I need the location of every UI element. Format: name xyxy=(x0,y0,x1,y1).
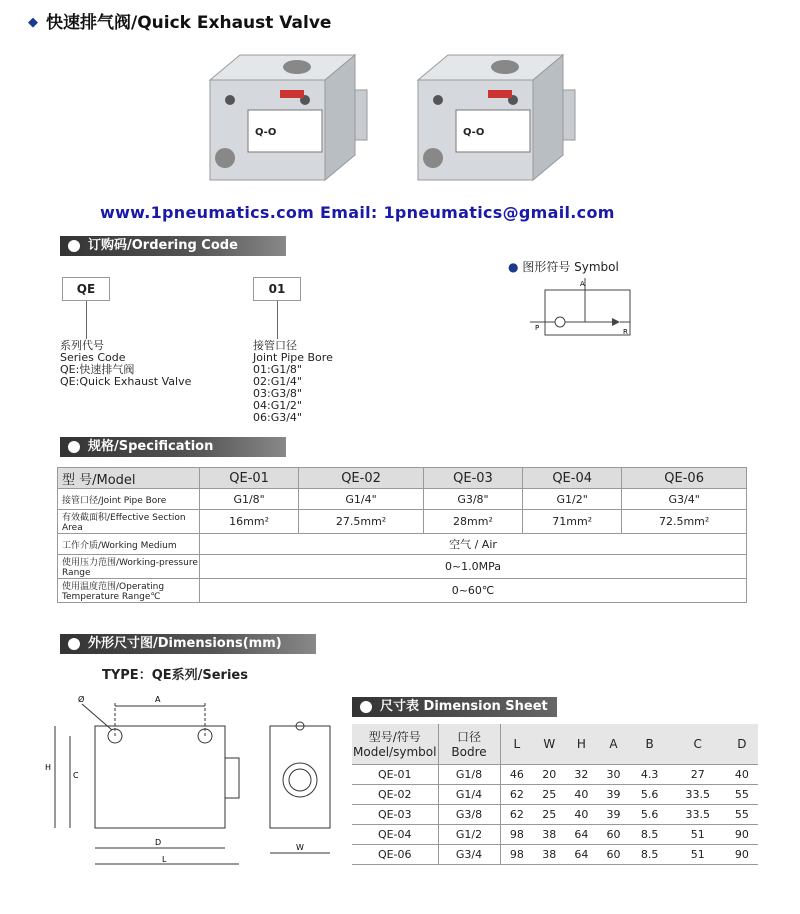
table-cell: 38 xyxy=(533,824,565,844)
table-cell: G3/8" xyxy=(423,489,522,510)
table-header-cell: 口径 Bodre xyxy=(438,724,500,764)
row-label: 使用温度范围/Operating Temperature Range℃ xyxy=(58,579,200,603)
table-header-cell: 型 号/Model xyxy=(58,468,200,489)
dimension-sheet-heading: 尺寸表 Dimension Sheet xyxy=(352,697,557,717)
product-label: Q-O xyxy=(463,127,485,138)
connector-line xyxy=(86,301,87,339)
table-cell: 39 xyxy=(597,804,629,824)
table-cell: 27 xyxy=(670,764,726,784)
table-header-cell: H xyxy=(565,724,597,764)
table-cell: 51 xyxy=(670,844,726,864)
table-cell: QE-03 xyxy=(352,804,438,824)
table-header-cell: QE-03 xyxy=(423,468,522,489)
table-cell: 20 xyxy=(533,764,565,784)
table-cell: 5.6 xyxy=(630,804,670,824)
table-row xyxy=(58,579,747,603)
product-photo-1 xyxy=(200,50,370,192)
bullet-icon: ● xyxy=(508,260,519,274)
table-row xyxy=(352,724,758,764)
table-cell: 60 xyxy=(597,824,629,844)
series-code-text: 系列代号 Series Code QE:快速排气阀 QE:Quick Exhaust Valve xyxy=(60,339,192,388)
table-cell: G1/8" xyxy=(200,489,299,510)
table-cell: 90 xyxy=(726,824,758,844)
table-cell: QE-06 xyxy=(352,844,438,864)
code-bore: 01 xyxy=(253,277,301,301)
table-cell: 27.5mm² xyxy=(299,510,424,534)
table-cell: 64 xyxy=(565,824,597,844)
table-cell: 62 xyxy=(500,804,533,824)
symbol-heading: ● 图形符号 Symbol xyxy=(508,260,619,274)
table-header-cell: C xyxy=(670,724,726,764)
ordering-heading: 订购码/Ordering Code xyxy=(60,236,286,256)
table-row xyxy=(58,468,747,489)
table-cell: 16mm² xyxy=(200,510,299,534)
bullet-icon xyxy=(68,240,80,252)
row-label: 使用压力范围/Working-pressure Range xyxy=(58,555,200,579)
code-series: QE xyxy=(62,277,110,301)
table-cell: 28mm² xyxy=(423,510,522,534)
table-cell: G3/4" xyxy=(622,489,747,510)
table-row xyxy=(352,824,758,844)
table-cell: 98 xyxy=(500,824,533,844)
table-cell: 98 xyxy=(500,844,533,864)
dimension-table xyxy=(352,724,758,865)
table-header-cell: B xyxy=(630,724,670,764)
valve-symbol xyxy=(530,278,640,342)
table-cell: 40 xyxy=(565,804,597,824)
table-cell: 40 xyxy=(565,784,597,804)
dim-h-label: H xyxy=(45,763,52,772)
dimensions-heading: 外形尺寸图/Dimensions(mm) xyxy=(60,634,316,654)
dim-a-label: A xyxy=(155,695,161,704)
dim-d-label: D xyxy=(155,838,162,847)
table-header-cell: QE-04 xyxy=(523,468,622,489)
table-cell: 71mm² xyxy=(523,510,622,534)
table-row xyxy=(352,844,758,864)
table-row xyxy=(352,804,758,824)
table-header-cell: W xyxy=(533,724,565,764)
bullet-icon xyxy=(68,638,80,650)
table-cell: 62 xyxy=(500,784,533,804)
port-p-label: P xyxy=(535,324,540,332)
table-cell: G3/4 xyxy=(438,844,500,864)
table-cell: 25 xyxy=(533,784,565,804)
table-row xyxy=(58,534,747,555)
table-cell: 30 xyxy=(597,764,629,784)
table-cell: 51 xyxy=(670,824,726,844)
table-cell: 空气 / Air xyxy=(200,534,747,555)
table-cell: 33.5 xyxy=(670,804,726,824)
table-cell: G1/2" xyxy=(523,489,622,510)
bullet-icon xyxy=(68,441,80,453)
table-header-cell: A xyxy=(597,724,629,764)
table-row xyxy=(58,510,747,534)
dimension-drawing xyxy=(40,688,340,870)
bullet-icon xyxy=(360,701,372,713)
table-row xyxy=(352,784,758,804)
table-header-cell: D xyxy=(726,724,758,764)
row-label: 接管口径/Joint Pipe Bore xyxy=(58,489,200,510)
table-cell: 8.5 xyxy=(630,844,670,864)
port-a-label: A xyxy=(580,280,585,288)
diamond-icon: ◆ xyxy=(28,15,38,30)
table-cell: G1/4 xyxy=(438,784,500,804)
table-cell: 4.3 xyxy=(630,764,670,784)
table-cell: 72.5mm² xyxy=(622,510,747,534)
row-label: 工作介质/Working Medium xyxy=(58,534,200,555)
table-row xyxy=(352,764,758,784)
table-cell: QE-01 xyxy=(352,764,438,784)
table-cell: 60 xyxy=(597,844,629,864)
table-cell: 39 xyxy=(597,784,629,804)
table-cell: 0~1.0MPa xyxy=(200,555,747,579)
table-header-cell: QE-01 xyxy=(200,468,299,489)
row-label: 有效截面积/Effective Section Area xyxy=(58,510,200,534)
table-cell: 38 xyxy=(533,844,565,864)
table-row xyxy=(58,489,747,510)
table-cell: 8.5 xyxy=(630,824,670,844)
bore-code-text: 接管口径 Joint Pipe Bore 01:G1/8" 02:G1/4" 03:G3/8" 04:G1/2" 06:G3/4" xyxy=(253,339,333,424)
product-label: Q-O xyxy=(255,127,277,138)
table-cell: G1/4" xyxy=(299,489,424,510)
table-cell: 55 xyxy=(726,804,758,824)
dim-c-label: C xyxy=(73,771,79,780)
table-header-cell: L xyxy=(500,724,533,764)
port-r-label: R xyxy=(623,328,628,336)
table-cell: G1/8 xyxy=(438,764,500,784)
table-cell: 46 xyxy=(500,764,533,784)
table-header-cell: QE-02 xyxy=(299,468,424,489)
product-photo-2 xyxy=(408,50,578,192)
table-cell: 5.6 xyxy=(630,784,670,804)
table-cell: 0~60℃ xyxy=(200,579,747,603)
table-cell: 32 xyxy=(565,764,597,784)
table-cell: 90 xyxy=(726,844,758,864)
table-header-cell: QE-06 xyxy=(622,468,747,489)
website-line: www.1pneumatics.com Email: 1pneumatics@gmail.com xyxy=(100,203,615,222)
dim-w-label: W xyxy=(296,843,304,852)
table-cell: QE-02 xyxy=(352,784,438,804)
table-cell: 40 xyxy=(726,764,758,784)
table-cell: 55 xyxy=(726,784,758,804)
dim-phi-label: Ø xyxy=(78,695,85,704)
spec-heading: 规格/Specification xyxy=(60,437,286,457)
spec-table xyxy=(57,467,747,603)
table-cell: G3/8 xyxy=(438,804,500,824)
table-cell: G1/2 xyxy=(438,824,500,844)
table-cell: 64 xyxy=(565,844,597,864)
table-cell: QE-04 xyxy=(352,824,438,844)
page-title: ◆ 快速排气阀/Quick Exhaust Valve xyxy=(28,13,332,33)
type-line: TYPE：QE系列/Series xyxy=(102,668,248,683)
table-cell: 33.5 xyxy=(670,784,726,804)
table-cell: 25 xyxy=(533,804,565,824)
connector-line xyxy=(277,301,278,339)
table-header-cell: 型号/符号 Model/symbol xyxy=(352,724,438,764)
dim-l-label: L xyxy=(162,855,167,864)
table-row xyxy=(58,555,747,579)
